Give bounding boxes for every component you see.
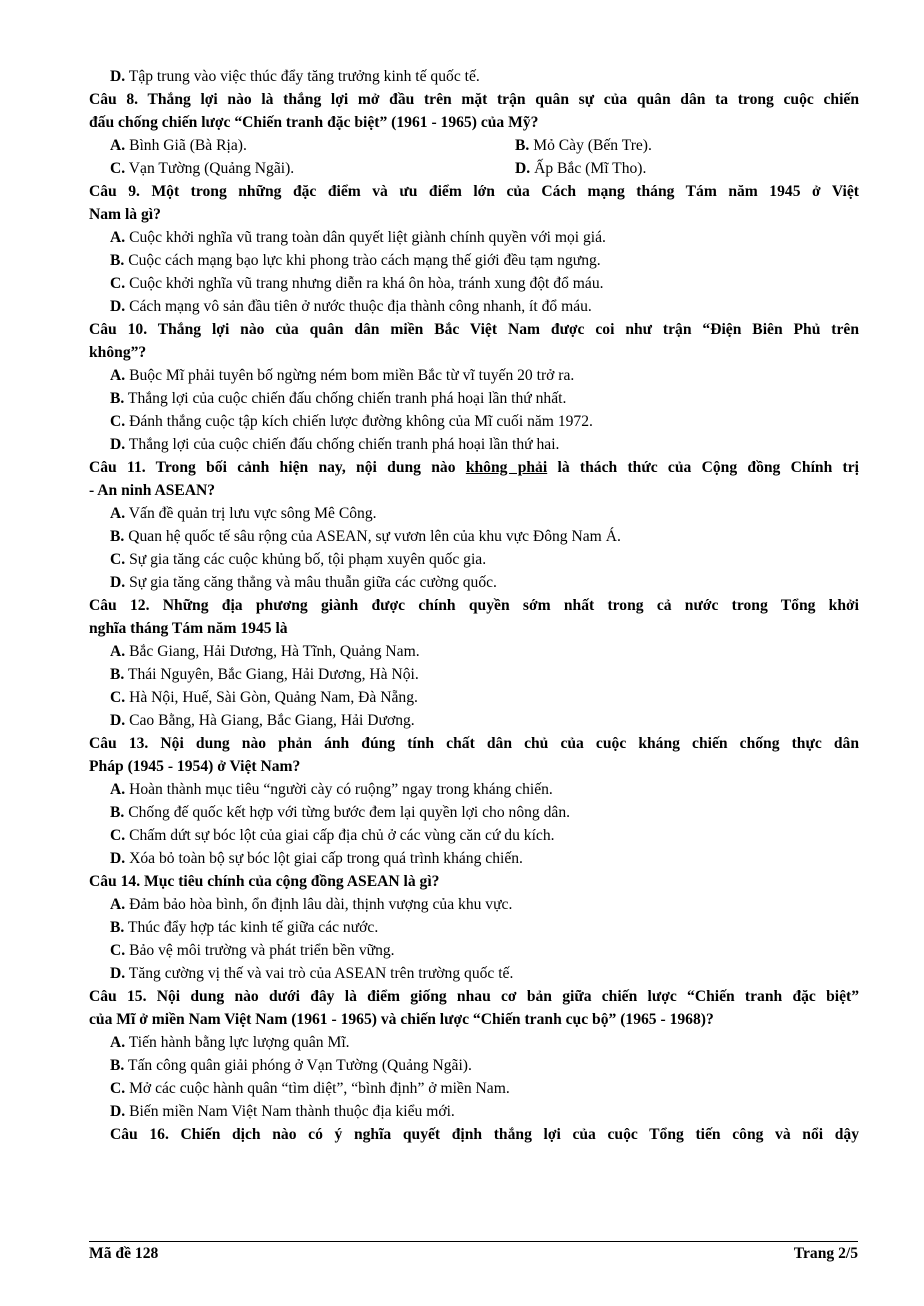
- question-10-option-d: D. Thắng lợi của cuộc chiến đấu chống chiến tranh phá hoại lần thứ hai.: [110, 436, 560, 453]
- question-11-option-c: C. Sự gia tăng các cuộc khủng bố, tội phạm xuyên quốc gia.: [110, 551, 487, 568]
- question-9-option-d: D. Cách mạng vô sản đầu tiên ở nước thuộc địa thành công nhanh, ít đổ máu.: [110, 298, 592, 315]
- question-15-line-2: của Mĩ ở miền Nam Việt Nam (1961 - 1965) và chiến lược “Chiến tranh cục bộ” (1965 - 1968)?: [89, 1011, 714, 1028]
- question-11-option-a: A. Vấn đề quản trị lưu vực sông Mê Công.: [110, 505, 377, 522]
- question-14-option-a: A. Đảm bảo hòa bình, ổn định lâu dài, thịnh vượng của khu vực.: [110, 896, 513, 913]
- question-15-option-b: B. Tấn công quân giải phóng ở Vạn Tường (Quảng Ngãi).: [110, 1057, 472, 1074]
- question-15-option-a: A. Tiến hành bằng lực lượng quân Mĩ.: [110, 1034, 350, 1051]
- question-8-option-c: C. Vạn Tường (Quảng Ngãi).: [110, 160, 295, 177]
- question-13-option-b: B. Chống đế quốc kết hợp với từng bước đem lại quyền lợi cho nông dân.: [110, 804, 571, 821]
- question-15-option-d: D. Biến miền Nam Việt Nam thành thuộc địa kiểu mới.: [110, 1103, 455, 1120]
- question-12-option-a: A. Bắc Giang, Hải Dương, Hà Tĩnh, Quảng Nam.: [110, 643, 420, 660]
- question-14-option-b: B. Thúc đẩy hợp tác kinh tế giữa các nước.: [110, 919, 379, 936]
- question-9-line-2: Nam là gì?: [89, 206, 161, 223]
- question-12-option-c: C. Hà Nội, Huế, Sài Gòn, Quảng Nam, Đà Nẵng.: [110, 689, 418, 706]
- exam-code: Mã đề 128: [89, 1245, 159, 1262]
- question-10-line-2: không”?: [89, 344, 147, 361]
- option-d-previous-question: D. Tập trung vào việc thúc đẩy tăng trưởng kinh tế quốc tế.: [110, 68, 480, 85]
- question-14-line-1: Câu 14. Mục tiêu chính của cộng đồng ASEAN là gì?: [89, 873, 440, 890]
- question-9-line-1: Câu 9. Một trong những đặc điểm và ưu điểm lớn của Cách mạng tháng Tám năm 1945 ở Việt: [89, 183, 859, 200]
- underlined-negation: không phải: [465, 459, 548, 476]
- question-9-option-b: B. Cuộc cách mạng bạo lực khi phong trào cách mạng thế giới đều tạm ngưng.: [110, 252, 601, 269]
- question-8-option-b: B. Mỏ Cày (Bến Tre).: [515, 137, 652, 154]
- question-8-line-2: đấu chống chiến lược “Chiến tranh đặc biệt” (1961 - 1965) của Mỹ?: [89, 114, 539, 131]
- question-11-line-1: Câu 11. Trong bối cảnh hiện nay, nội dung nào không phải là thách thức của Cộng đồng Chính trị: [89, 459, 859, 476]
- question-10-option-c: C. Đánh thắng cuộc tập kích chiến lược đường không của Mĩ cuối năm 1972.: [110, 413, 593, 430]
- question-8-option-d: D. Ấp Bắc (Mĩ Tho).: [515, 160, 647, 177]
- question-14-option-c: C. Bảo vệ môi trường và phát triển bền vững.: [110, 942, 395, 959]
- question-13-option-d: D. Xóa bỏ toàn bộ sự bóc lột giai cấp trong quá trình kháng chiến.: [110, 850, 523, 867]
- question-13-option-c: C. Chấm dứt sự bóc lột của giai cấp địa chủ ở các vùng căn cứ du kích.: [110, 827, 555, 844]
- question-12-line-2: nghĩa tháng Tám năm 1945 là: [89, 620, 288, 637]
- question-13-line-2: Pháp (1945 - 1954) ở Việt Nam?: [89, 758, 301, 775]
- question-9-option-c: C. Cuộc khởi nghĩa vũ trang nhưng diễn ra khá ôn hòa, tránh xung đột đổ máu.: [110, 275, 604, 292]
- question-13-option-a: A. Hoàn thành mục tiêu “người cày có ruộng” ngay trong kháng chiến.: [110, 781, 553, 798]
- question-11-option-b: B. Quan hệ quốc tế sâu rộng của ASEAN, sự vươn lên của khu vực Đông Nam Á.: [110, 528, 621, 545]
- page-number: Trang 2/5: [793, 1245, 858, 1262]
- footer-divider: [89, 1241, 858, 1242]
- question-12-line-1: Câu 12. Những địa phương giành được chính quyền sớm nhất trong cả nước trong Tổng khởi: [89, 597, 859, 614]
- question-11-option-d: D. Sự gia tăng căng thẳng và mâu thuẫn giữa các cường quốc.: [110, 574, 497, 591]
- question-16-line-1: Câu 16. Chiến dịch nào có ý nghĩa quyết định thắng lợi của cuộc Tổng tiến công và nổi dậy: [110, 1126, 859, 1143]
- question-14-option-d: D. Tăng cường vị thế và vai trò của ASEAN trên trường quốc tế.: [110, 965, 514, 982]
- question-8-line-1: Câu 8. Thắng lợi nào là thắng lợi mở đầu trên mặt trận quân sự của quân dân ta trong cuộc chiến: [89, 91, 859, 108]
- question-9-option-a: A. Cuộc khởi nghĩa vũ trang toàn dân quyết liệt giành chính quyền với mọi giá.: [110, 229, 606, 246]
- question-13-line-1: Câu 13. Nội dung nào phản ánh đúng tính chất dân chủ của cuộc kháng chiến chống thực dân: [89, 735, 859, 752]
- question-8-option-a: A. Bình Giã (Bà Rịa).: [110, 137, 247, 154]
- question-15-line-1: Câu 15. Nội dung nào dưới đây là điểm giống nhau cơ bản giữa chiến lược “Chiến tranh đặc biệt”: [89, 988, 859, 1005]
- question-12-option-b: B. Thái Nguyên, Bắc Giang, Hải Dương, Hà Nội.: [110, 666, 419, 683]
- question-11-line-2: - An ninh ASEAN?: [89, 482, 216, 499]
- question-10-line-1: Câu 10. Thắng lợi nào của quân dân miền Bắc Việt Nam được coi như trận “Điện Biên Phủ trên: [89, 321, 859, 338]
- question-10-option-a: A. Buộc Mĩ phải tuyên bố ngừng ném bom miền Bắc từ vĩ tuyến 20 trở ra.: [110, 367, 575, 384]
- question-12-option-d: D. Cao Bằng, Hà Giang, Bắc Giang, Hải Dương.: [110, 712, 415, 729]
- question-10-option-b: B. Thắng lợi của cuộc chiến đấu chống chiến tranh phá hoại lần thứ nhất.: [110, 390, 567, 407]
- question-15-option-c: C. Mở các cuộc hành quân “tìm diệt”, “bình định” ở miền Nam.: [110, 1080, 510, 1097]
